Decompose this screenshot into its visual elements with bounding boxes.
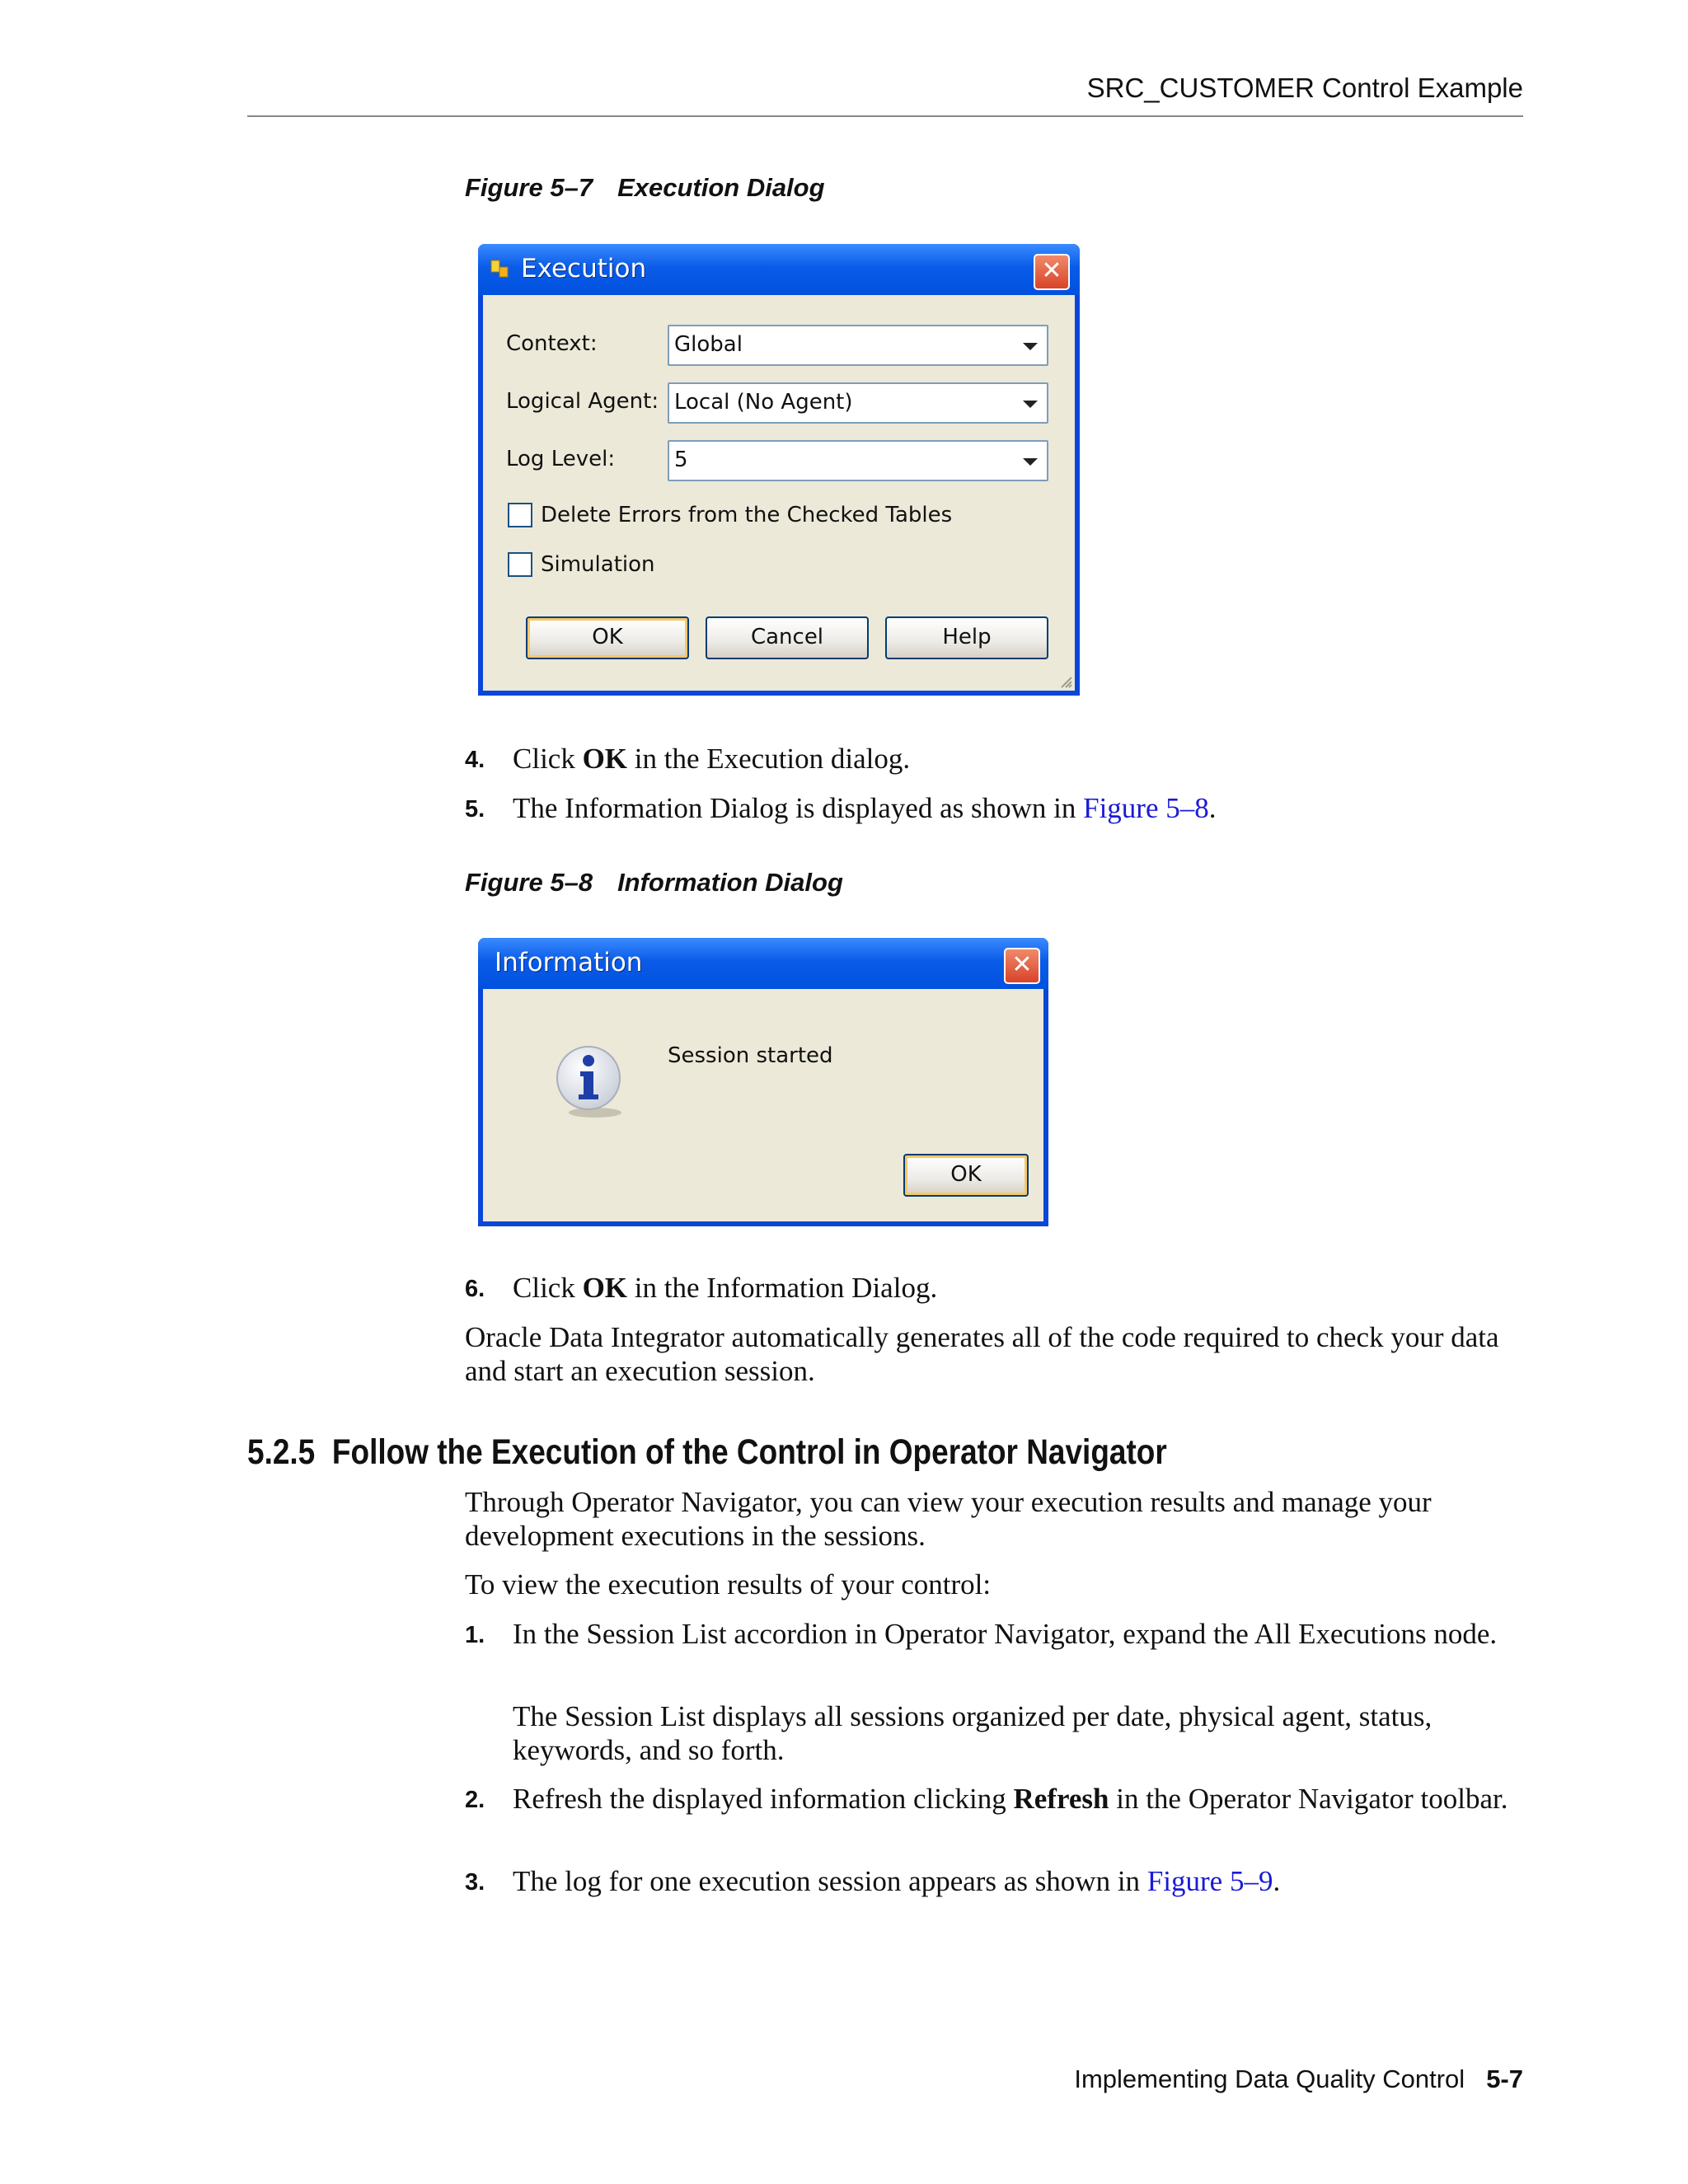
figure-title: Information Dialog <box>617 868 843 897</box>
dialog-body <box>483 295 1075 691</box>
page-footer <box>247 2064 1523 2094</box>
step-bold: OK <box>582 1272 628 1304</box>
step-text: in the Operator Navigator toolbar. <box>1109 1783 1508 1815</box>
step-6 <box>465 1271 1528 1305</box>
step-text: The Information Dialog is displayed as shown in <box>513 792 1084 824</box>
simulation-checkbox[interactable] <box>508 552 532 577</box>
step-2 <box>465 1782 1528 1851</box>
delete-errors-label: Delete Errors from the Checked Tables <box>541 503 953 527</box>
paragraph: Through Operator Navigator, you can view your execution results and manage your development executions in the sessions. <box>465 1486 1432 1552</box>
step-text: In the Session List accordion in Operator Navigator, expand the All Executions node. <box>513 1618 1498 1650</box>
step-number: 6. <box>465 1276 485 1302</box>
step-1 <box>465 1617 1528 1686</box>
figure-title: Execution Dialog <box>617 173 825 202</box>
step-3 <box>465 1864 1528 1899</box>
log-level-label: Log Level: <box>506 447 616 471</box>
logical-agent-value: Local (No Agent) <box>674 390 853 415</box>
info-message: Session started <box>668 1043 833 1068</box>
header-rule <box>247 115 1523 117</box>
step-text: Click <box>513 1272 583 1304</box>
info-icon <box>552 1042 631 1121</box>
footer-chapter: Implementing Data Quality Control <box>1074 2064 1465 2093</box>
step-number: 3. <box>465 1869 485 1896</box>
logical-agent-select[interactable] <box>668 382 1048 424</box>
logical-agent-label: Logical Agent: <box>506 389 659 414</box>
step-text: The log for one execution session appears as shown in <box>513 1865 1147 1897</box>
step-text: . <box>1208 792 1217 824</box>
close-icon: ✕ <box>1041 256 1062 285</box>
step-number: 2. <box>465 1787 485 1813</box>
execution-icon <box>490 259 511 280</box>
figure-5-8-link[interactable]: Figure 5–8 <box>1083 792 1209 824</box>
dialog-titlebar[interactable] <box>478 244 1080 295</box>
section-heading <box>247 1432 1167 1473</box>
figure-5-8-caption <box>465 868 843 898</box>
chevron-down-icon <box>1020 394 1040 414</box>
close-button[interactable] <box>1034 254 1070 290</box>
dialog-title: Information <box>495 948 643 977</box>
cancel-button[interactable]: Cancel <box>706 616 869 659</box>
step-number: 4. <box>465 747 485 773</box>
help-button[interactable]: Help <box>885 616 1048 659</box>
step-text: in the Execution dialog. <box>627 743 911 775</box>
running-header: SRC_CUSTOMER Control Example <box>1086 73 1523 103</box>
simulation-label: Simulation <box>541 552 655 577</box>
section-number: 5.2.5 <box>247 1432 316 1472</box>
log-level-select[interactable] <box>668 440 1048 481</box>
step-4 <box>465 742 1528 776</box>
information-dialog <box>478 938 1048 1226</box>
step-1-note <box>465 1699 1528 1769</box>
step-bold: OK <box>582 743 628 775</box>
dialog-titlebar[interactable] <box>478 938 1048 989</box>
ok-button[interactable]: OK <box>903 1154 1029 1197</box>
paragraph: To view the execution results of your control: <box>465 1568 992 1601</box>
step-bold: Refresh <box>1013 1783 1109 1815</box>
step-5 <box>465 791 1528 826</box>
chevron-down-icon <box>1020 452 1040 471</box>
dialog-body <box>483 989 1043 1221</box>
close-icon: ✕ <box>1011 950 1033 979</box>
context-select[interactable] <box>668 325 1048 366</box>
close-button[interactable] <box>1004 948 1040 984</box>
step-number: 5. <box>465 796 485 823</box>
step-text: . <box>1273 1865 1281 1897</box>
dialog-title: Execution <box>521 254 647 284</box>
page-number: 5-7 <box>1486 2064 1523 2093</box>
context-value: Global <box>674 332 743 357</box>
log-level-value: 5 <box>674 448 688 472</box>
execution-dialog <box>478 244 1080 696</box>
step-number: 1. <box>465 1622 485 1648</box>
delete-errors-checkbox[interactable] <box>508 503 532 527</box>
resize-grip-icon[interactable] <box>1058 674 1073 689</box>
section-title: Follow the Execution of the Control in Operator Navigator <box>331 1432 1167 1472</box>
step-text: Refresh the displayed information clicking <box>513 1783 1014 1815</box>
step-text: in the Information Dialog. <box>627 1272 938 1304</box>
chevron-down-icon <box>1020 336 1040 356</box>
step-text: Click <box>513 743 583 775</box>
figure-number: Figure 5–8 <box>465 868 593 897</box>
paragraph: Oracle Data Integrator automatically generates all of the code required to check your data and start an execution session. <box>465 1321 1499 1387</box>
ok-button[interactable]: OK <box>526 616 689 659</box>
context-label: Context: <box>506 331 598 356</box>
figure-number: Figure 5–7 <box>465 173 593 202</box>
figure-5-7-caption <box>465 173 825 203</box>
figure-5-9-link[interactable]: Figure 5–9 <box>1146 1865 1273 1897</box>
step-note-text: The Session List displays all sessions organized per date, physical agent, status, keywords, and so forth. <box>513 1700 1432 1766</box>
